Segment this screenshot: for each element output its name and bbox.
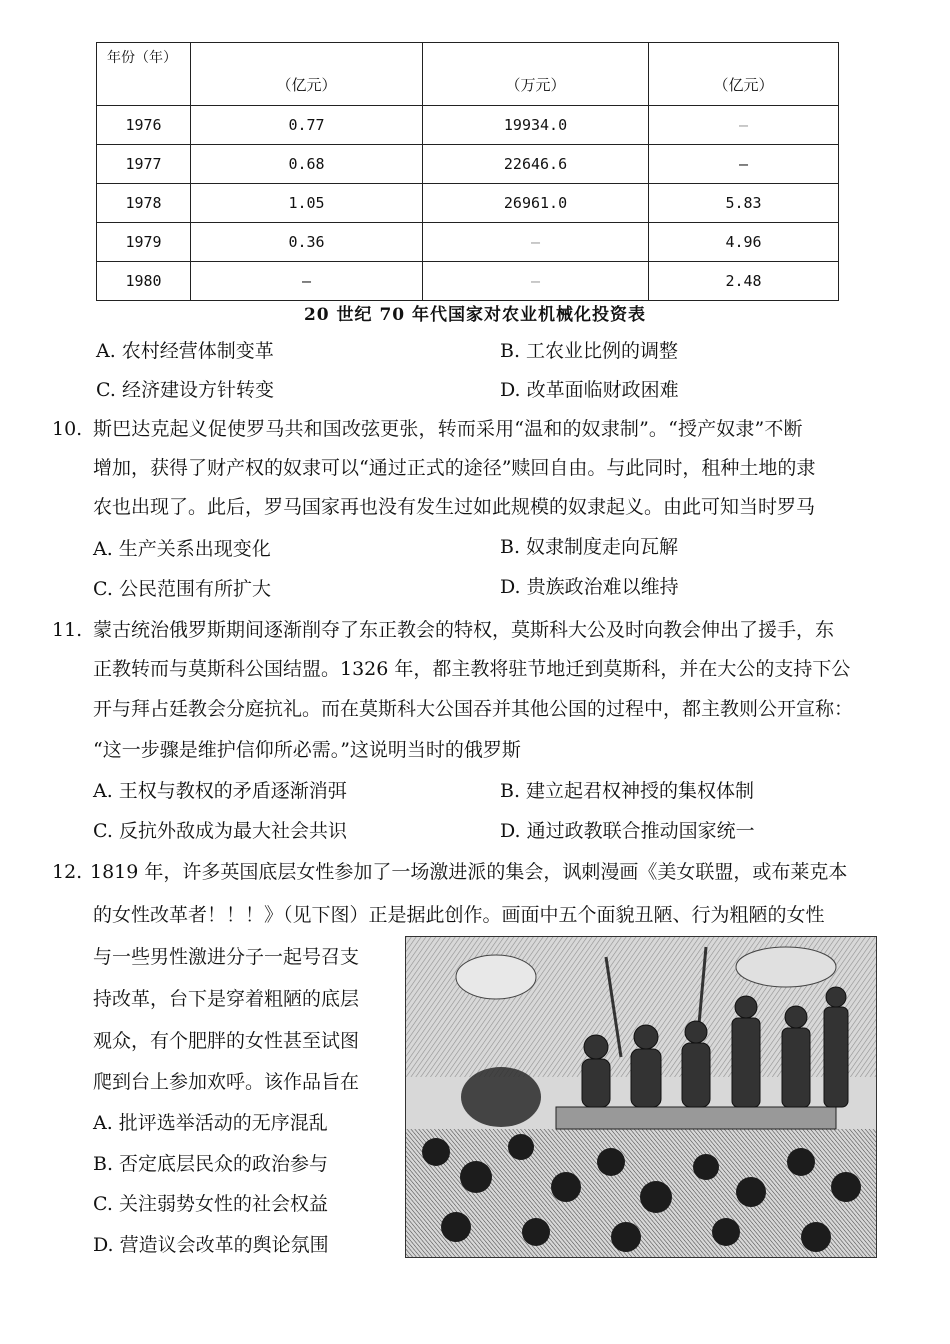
value-cell: 5.83 xyxy=(649,184,839,223)
q12-stem-line: 爬到台上参加欢呼。该作品旨在 xyxy=(93,1071,360,1093)
value-cell: — xyxy=(649,145,839,184)
value-cell: — xyxy=(423,262,649,301)
q11-option-d[interactable]: D. 通过政教联合推动国家统一 xyxy=(500,820,755,842)
table-row xyxy=(97,184,839,223)
value-cell: 0.68 xyxy=(191,145,423,184)
q12-stem-line: 的女性改革者！！！》（见下图）正是据此创作。画面中五个面貌丑陋、行为粗陋的女性 xyxy=(93,904,825,926)
q12-stem-line: 1819 年，许多英国底层女性参加了一场激进派的集会，讽刺漫画《美女联盟，或布莱克本 xyxy=(90,861,848,883)
q11-option-b[interactable]: B. 建立起君权神授的集权体制 xyxy=(500,780,755,802)
table-row xyxy=(97,262,839,301)
cartoon-illustration xyxy=(406,937,876,1257)
value-cell: 19934.0 xyxy=(423,106,649,145)
q11-option-a[interactable]: A. 王权与教权的矛盾逐渐消弭 xyxy=(93,780,347,802)
table-caption: 20 世纪 70 年代国家对农业机械化投资表 xyxy=(303,305,647,325)
q9-option-d[interactable]: D. 改革面临财政困难 xyxy=(500,379,679,401)
value-cell: 22646.6 xyxy=(423,145,649,184)
q11-stem-line: 蒙古统治俄罗斯期间逐渐削夺了东正教会的特权，莫斯科大公及时向教会伸出了援手，东 xyxy=(93,619,835,641)
q11-stem-line: 正教转而与莫斯科公国结盟。1326 年，都主教将驻节地迁到莫斯科，并在大公的支持下公 xyxy=(93,658,851,680)
year-cell: 1976 xyxy=(97,106,191,145)
value-cell: — xyxy=(423,223,649,262)
year-cell: 1979 xyxy=(97,223,191,262)
q11-option-c[interactable]: C. 反抗外敌成为最大社会共识 xyxy=(93,820,347,842)
q10-stem-line: 斯巴达克起义促使罗马共和国改弦更张，转而采用“温和的奴隶制”。“授产奴隶”不断 xyxy=(93,418,803,440)
q12-stem-line: 与一些男性激进分子一起号召支 xyxy=(93,946,360,968)
q12-stem-line: 观众，有个肥胖的女性甚至试图 xyxy=(93,1030,360,1052)
q12-stem-line: 持改革，台下是穿着粗陋的底层 xyxy=(93,988,360,1010)
q10-stem-line: 农也出现了。此后，罗马国家再也没有发生过如此规模的奴隶起义。由此可知当时罗马 xyxy=(93,496,816,518)
q10-stem-line: 增加，获得了财产权的奴隶可以“通过正式的途径”赎回自由。与此同时，租种土地的隶 xyxy=(93,457,816,479)
table-row xyxy=(97,106,839,145)
table-row xyxy=(97,223,839,262)
col2-unit-header: （万元） xyxy=(423,43,649,106)
q10-option-d[interactable]: D. 贵族政治难以维持 xyxy=(500,576,679,598)
year-header: 年份（年） xyxy=(97,43,191,106)
q11-number: 11. xyxy=(52,619,83,641)
col1-unit-header: （亿元） xyxy=(191,43,423,106)
q10-option-b[interactable]: B. 奴隶制度走向瓦解 xyxy=(500,536,679,558)
q9-option-a[interactable]: A. 农村经营体制变革 xyxy=(96,340,274,362)
value-cell: 0.36 xyxy=(191,223,423,262)
table-row xyxy=(97,145,839,184)
value-cell: — xyxy=(649,106,839,145)
q12-option-b[interactable]: B. 否定底层民众的政治参与 xyxy=(93,1153,329,1175)
year-cell: 1980 xyxy=(97,262,191,301)
table-header-row xyxy=(97,43,839,106)
value-cell: 1.05 xyxy=(191,184,423,223)
q12-option-c[interactable]: C. 关注弱势女性的社会权益 xyxy=(93,1193,328,1215)
value-cell: 2.48 xyxy=(649,262,839,301)
year-cell: 1977 xyxy=(97,145,191,184)
satirical-cartoon-image xyxy=(405,936,877,1258)
q9-option-b[interactable]: B. 工农业比例的调整 xyxy=(500,340,679,362)
q12-option-a[interactable]: A. 批评选举活动的无序混乱 xyxy=(93,1112,328,1134)
q11-stem-line: 开与拜占廷教会分庭抗礼。而在莫斯科大公国吞并其他公国的过程中，都主教则公开宣称： xyxy=(93,698,854,720)
q12-option-d[interactable]: D. 营造议会改革的舆论氛围 xyxy=(93,1234,329,1256)
q10-number: 10. xyxy=(52,418,83,440)
q12-number: 12. xyxy=(52,861,83,883)
q10-option-a[interactable]: A. 生产关系出现变化 xyxy=(93,538,271,560)
investment-table xyxy=(96,42,839,301)
value-cell: 26961.0 xyxy=(423,184,649,223)
q10-option-c[interactable]: C. 公民范围有所扩大 xyxy=(93,578,271,600)
year-cell: 1978 xyxy=(97,184,191,223)
q9-option-c[interactable]: C. 经济建设方针转变 xyxy=(96,379,274,401)
q11-stem-line: “这一步骤是维护信仰所必需。”这说明当时的俄罗斯 xyxy=(93,739,521,761)
value-cell: — xyxy=(191,262,423,301)
col3-unit-header: （亿元） xyxy=(649,43,839,106)
value-cell: 0.77 xyxy=(191,106,423,145)
value-cell: 4.96 xyxy=(649,223,839,262)
